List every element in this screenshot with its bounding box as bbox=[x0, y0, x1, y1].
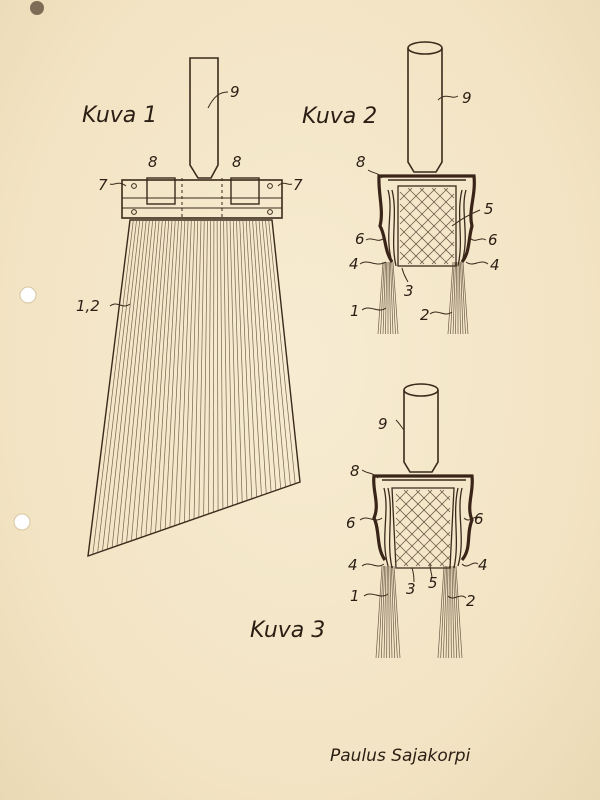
fig1-bristle bbox=[217, 221, 218, 511]
fig3-leader-6-left bbox=[360, 518, 382, 520]
fig1-bristle bbox=[224, 221, 228, 507]
fig1-bristle bbox=[151, 221, 172, 534]
fig3-handle-top bbox=[404, 384, 438, 396]
fig2-core bbox=[398, 186, 456, 266]
fig2-label-handle: 9 bbox=[462, 89, 472, 107]
fig2-hatch-line bbox=[400, 188, 436, 224]
fig1-label-rivet-right: 7 bbox=[293, 176, 303, 194]
fig2-hatch-line bbox=[444, 254, 454, 264]
fig3-label-fold-right: 4 bbox=[478, 556, 488, 574]
fig1-bristle bbox=[220, 221, 223, 509]
fig1-bristle bbox=[253, 221, 271, 492]
fig2-label-ferrule: 8 bbox=[356, 153, 366, 171]
fig1-clamp-right bbox=[231, 178, 259, 204]
fig1-label-rivet-left: 7 bbox=[98, 176, 108, 194]
fig1-label-handle: 9 bbox=[230, 83, 240, 101]
fig3-caption: Kuva 3 bbox=[250, 618, 326, 643]
fig2-hatch-line bbox=[400, 188, 448, 236]
fig1-bristle bbox=[233, 221, 242, 502]
fig1-bristle bbox=[107, 221, 143, 549]
fig2-leader-9 bbox=[438, 96, 458, 100]
fig2-label-core: 3 bbox=[404, 282, 414, 300]
fig1-rivet-right-top bbox=[268, 184, 273, 189]
fig3-hatch-line bbox=[396, 490, 432, 526]
fig2-bristle-right bbox=[456, 262, 457, 334]
fig2-leader-6-left bbox=[366, 238, 384, 240]
fig2-hatch-line bbox=[432, 188, 454, 210]
fig1-bristle bbox=[213, 221, 214, 512]
fig2-label-binding: 5 bbox=[484, 200, 494, 218]
signature: Paulus Sajakorpi bbox=[330, 746, 471, 766]
fig3-hatch-line bbox=[404, 520, 450, 566]
fig3-hatch-line bbox=[404, 490, 450, 536]
fig1-bristle bbox=[259, 221, 281, 489]
fig1-bristle bbox=[227, 221, 233, 506]
fig2-hatch-line bbox=[444, 188, 454, 198]
fig3-leader-4-right bbox=[462, 563, 478, 566]
fig1-bristle bbox=[230, 221, 237, 504]
fig3-label-core: 3 bbox=[406, 580, 416, 598]
fig3-hatch-line bbox=[396, 490, 444, 538]
fig3-hatch-line bbox=[440, 490, 450, 500]
fig3-leader-1 bbox=[364, 594, 388, 596]
fig3-label-edge-right: 6 bbox=[474, 510, 484, 528]
fig2-leader-3 bbox=[402, 268, 408, 282]
fig3-label-binding: 5 bbox=[428, 574, 438, 592]
fig1-rivet-right-bottom bbox=[268, 210, 273, 215]
fig2-label-fold-right: 4 bbox=[490, 256, 500, 274]
fig2-leader-6-right bbox=[470, 238, 486, 240]
fig2-handle bbox=[408, 48, 442, 172]
fig1-caption: Kuva 1 bbox=[82, 103, 158, 128]
fig1-rivet-left-top bbox=[132, 184, 137, 189]
fig2-bristle-right bbox=[459, 262, 460, 334]
fig2-label-edge-left: 6 bbox=[355, 230, 365, 248]
fig3-bristle-left bbox=[389, 566, 390, 658]
fig3-label-ferrule: 8 bbox=[350, 462, 360, 480]
fig2-label-bristles-right: 2 bbox=[420, 306, 430, 324]
fig1-label-clamp-left: 8 bbox=[148, 153, 158, 171]
fig1-bristle bbox=[249, 221, 266, 494]
fig3-bristle-right bbox=[451, 566, 452, 658]
fig3-hatch-line bbox=[428, 490, 450, 512]
punch-hole-bottom bbox=[14, 514, 30, 530]
fig3-bristle-right bbox=[449, 566, 450, 658]
fig1-leader-7-right bbox=[278, 183, 292, 186]
fig3-binding-hatch bbox=[396, 490, 450, 566]
fig3-bristle-left bbox=[387, 566, 388, 658]
fig1-bristle bbox=[204, 221, 208, 516]
fig2-label-fold-left: 4 bbox=[349, 255, 359, 273]
fig1-rivet-left-bottom bbox=[132, 210, 137, 215]
fig1-label-clamp-right: 8 bbox=[232, 153, 242, 171]
fig1-clamp-left bbox=[147, 178, 175, 204]
fig1-label-bristles: 1,2 bbox=[76, 297, 100, 315]
fig2-hatch-line bbox=[408, 218, 454, 264]
fig3-label-fold-left: 4 bbox=[348, 556, 358, 574]
fig1-bristle bbox=[165, 221, 182, 529]
fig2-label-bristles-left: 1 bbox=[350, 302, 360, 320]
fig2-leader-4-left bbox=[360, 262, 386, 264]
fig2-hatch-line bbox=[432, 242, 454, 264]
fig3-label-bristles-right: 2 bbox=[466, 592, 476, 610]
fig1-handle bbox=[190, 58, 218, 178]
fig3-fold-left bbox=[384, 488, 392, 568]
ink-stain bbox=[30, 1, 44, 15]
fig3-hatch-line bbox=[396, 518, 444, 566]
fig1-ferrule bbox=[122, 180, 282, 218]
fig3-hatch-line bbox=[440, 556, 450, 566]
figure-3 bbox=[250, 384, 488, 658]
figure-1 bbox=[76, 58, 303, 556]
fig2-bristle-left bbox=[389, 262, 390, 334]
fig3-leader-4-left bbox=[362, 564, 384, 566]
fig2-hatch-line bbox=[408, 188, 454, 234]
fig2-bristle-left bbox=[386, 262, 387, 334]
fig3-label-handle: 9 bbox=[378, 415, 388, 433]
fig2-binding-hatch bbox=[400, 188, 454, 264]
fig2-leader-2 bbox=[430, 312, 452, 314]
fig2-leader-1 bbox=[362, 308, 386, 310]
fig2-hatch-line bbox=[400, 216, 448, 264]
fig1-bristle bbox=[117, 221, 149, 546]
fig1-bristle bbox=[122, 221, 153, 544]
punch-hole-top bbox=[20, 287, 36, 303]
fig3-fold-right bbox=[454, 488, 462, 568]
fig3-core bbox=[392, 488, 454, 568]
fig1-bristle bbox=[93, 221, 133, 554]
fig3-label-edge-left: 6 bbox=[346, 514, 356, 532]
fig3-hatch-line bbox=[428, 544, 450, 566]
fig1-bristle bbox=[160, 221, 178, 531]
fig1-bristle bbox=[208, 221, 210, 514]
fig2-leader-4-right bbox=[466, 262, 488, 264]
fig2-handle-top bbox=[408, 42, 442, 54]
fig2-label-edge-right: 6 bbox=[488, 231, 498, 249]
fig1-leader-7-left bbox=[110, 183, 126, 186]
fig3-handle bbox=[404, 390, 438, 472]
figure-2 bbox=[302, 42, 500, 334]
fig3-bristle-strokes bbox=[376, 566, 462, 658]
fig1-bristle bbox=[189, 221, 198, 521]
fig3-label-bristles-left: 1 bbox=[350, 587, 360, 605]
fig2-hatch-line bbox=[400, 228, 436, 264]
fig3-leader-9 bbox=[396, 420, 404, 430]
fig3-hatch-line bbox=[396, 530, 432, 566]
fig1-bristle bbox=[131, 221, 159, 541]
fig2-caption: Kuva 2 bbox=[302, 104, 378, 129]
